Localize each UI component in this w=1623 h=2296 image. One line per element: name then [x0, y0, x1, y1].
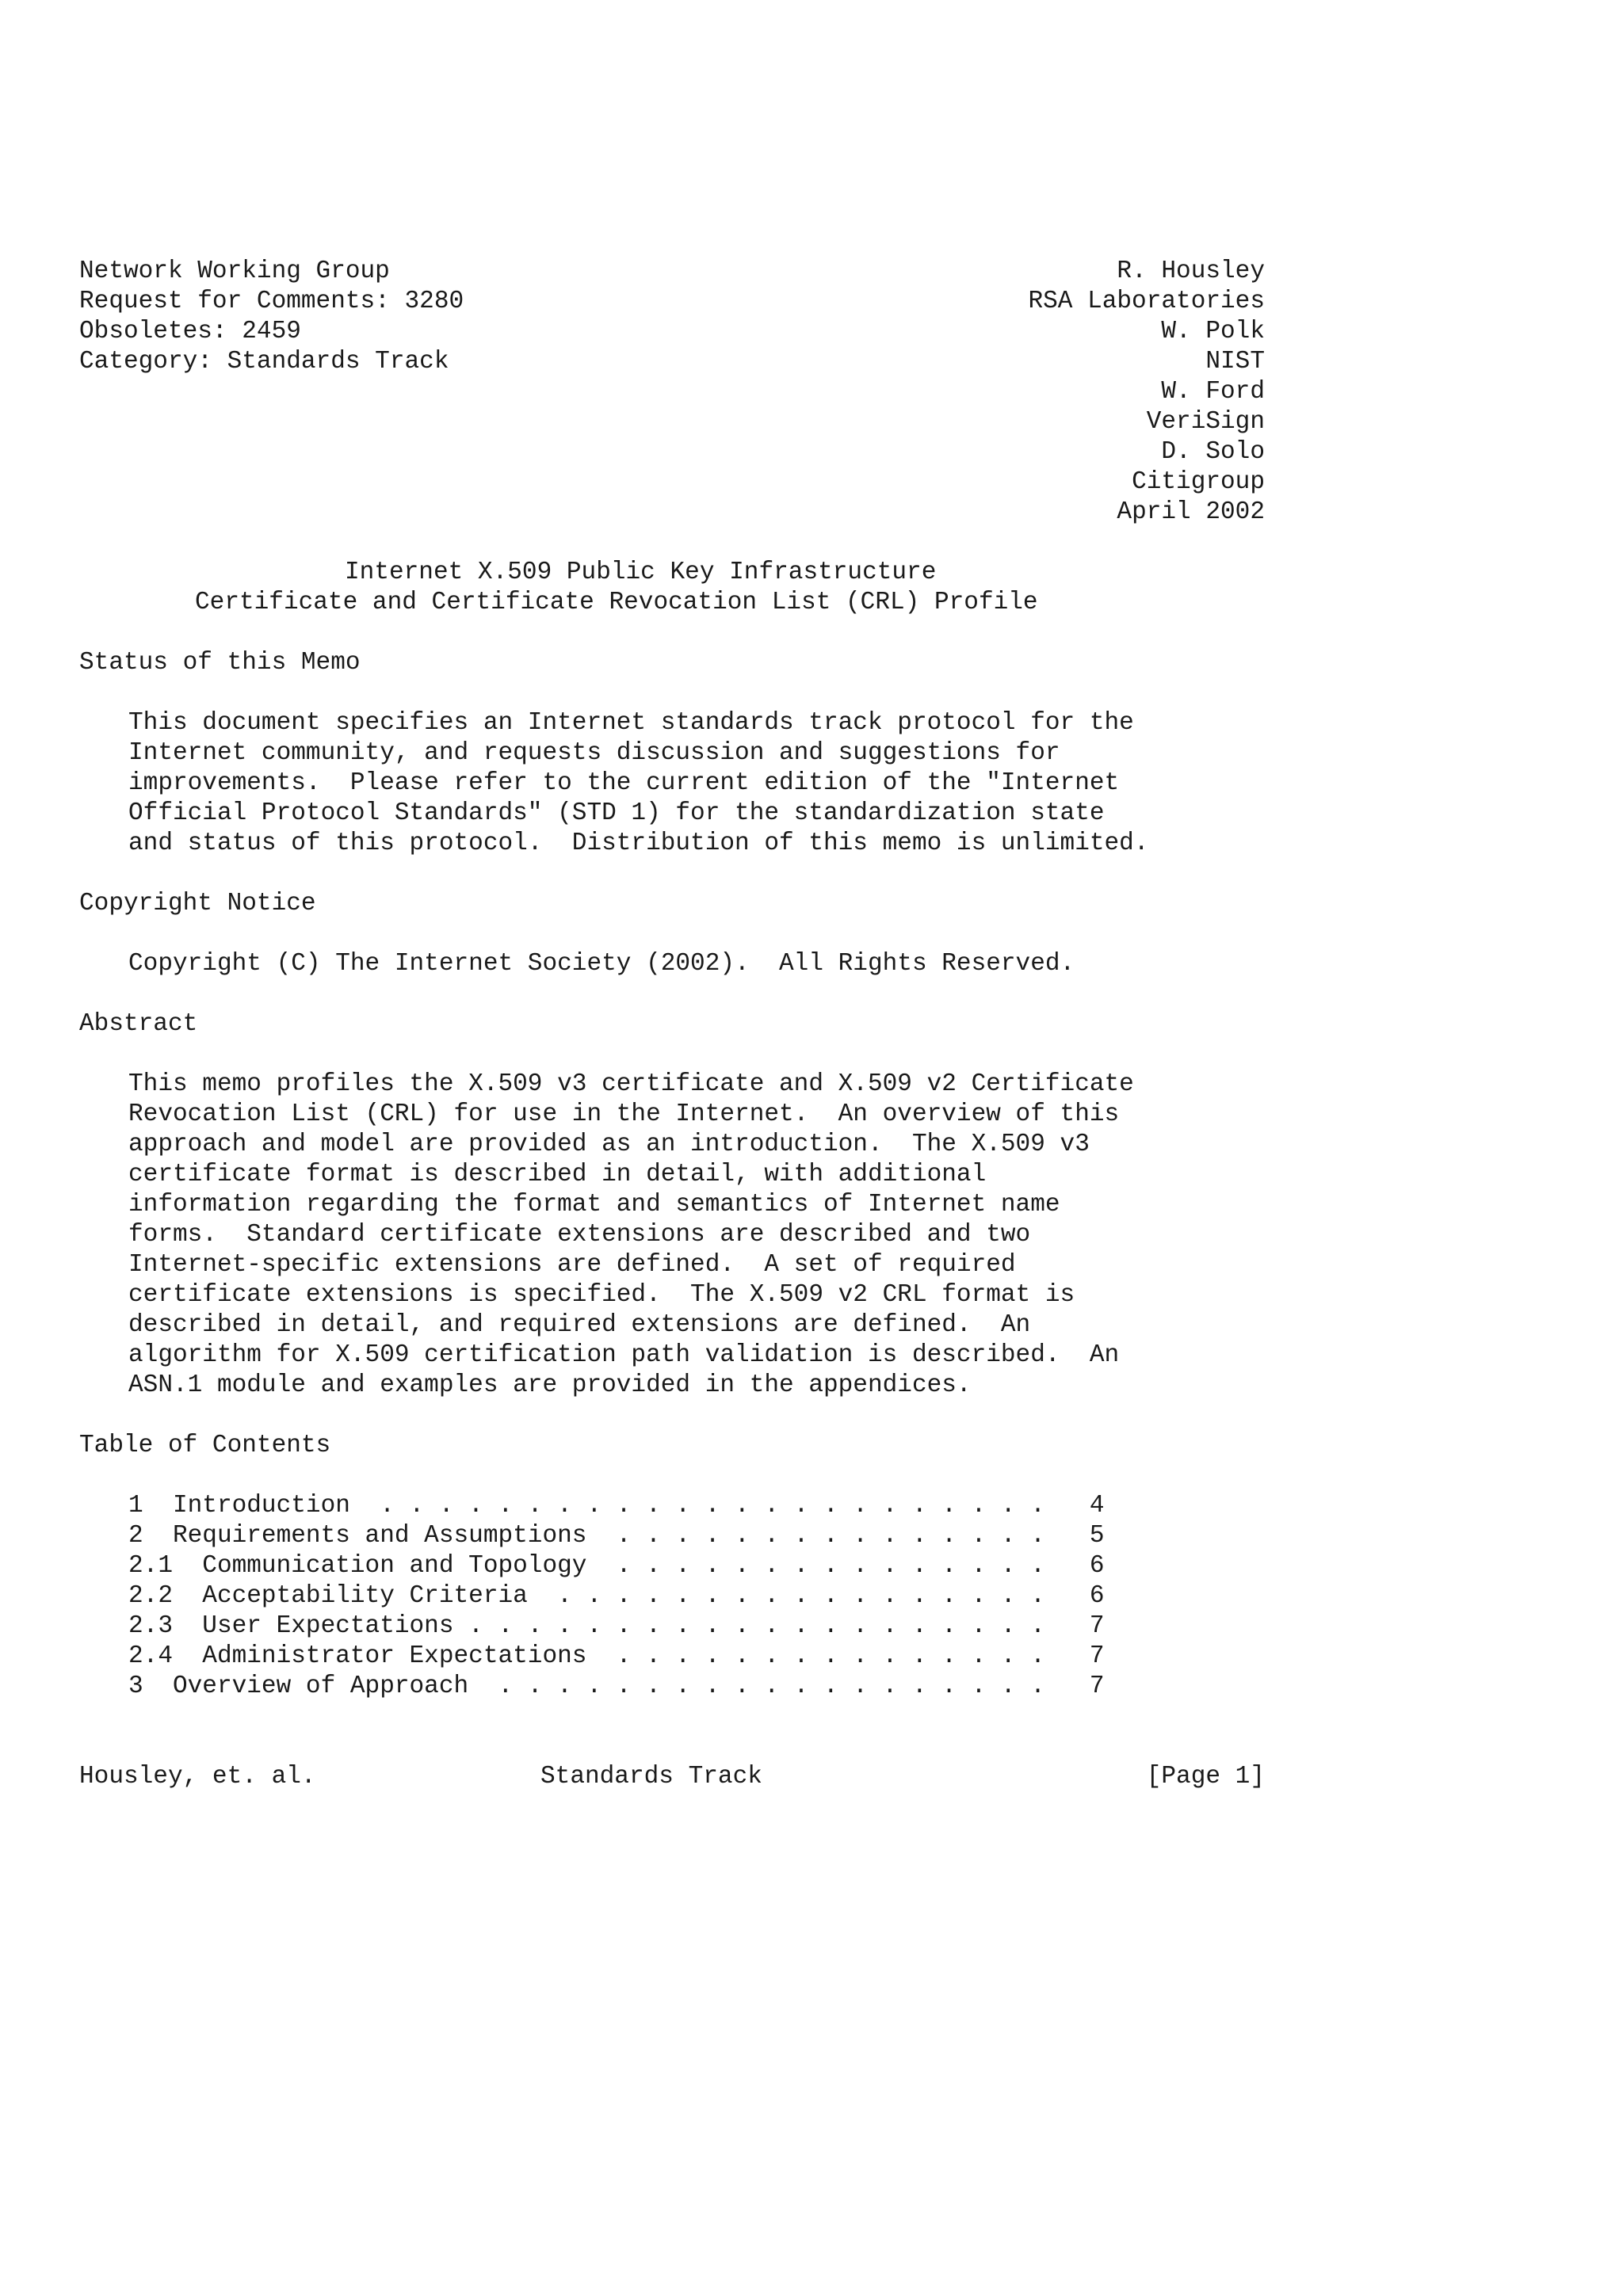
toc-entry-acceptability[interactable]: 2.2 Acceptability Criteria . . . . . . . . . . . . . . . . . 6	[128, 1582, 1105, 1610]
status-line: Official Protocol Standards" (STD 1) for the standardization state	[128, 799, 1105, 827]
title-line-1: Internet X.509 Public Key Infrastructure	[345, 559, 937, 586]
abstract-line: This memo profiles the X.509 v3 certificate and X.509 v2 Certificate	[128, 1070, 1134, 1098]
header-org-citigroup: Citigroup	[1132, 468, 1265, 496]
footer-category: Standards Track	[540, 1763, 762, 1791]
abstract-line: ASN.1 module and examples are provided in the appendices.	[128, 1371, 972, 1399]
rfc-header	[79, 257, 1347, 528]
abstract-line: described in detail, and required extensions are defined. An	[128, 1311, 1031, 1339]
abstract-line: algorithm for X.509 certification path validation is described. An	[128, 1341, 1120, 1369]
abstract-line: information regarding the format and semantics of Internet name	[128, 1191, 1060, 1219]
toc-list	[79, 1491, 1347, 1702]
header-row-4	[79, 347, 1265, 377]
status-line: and status of this protocol. Distribution of this memo is unlimited.	[128, 830, 1149, 857]
header-org-nist: NIST	[1205, 348, 1265, 376]
abstract-line: Internet-specific extensions are defined. A set of required	[128, 1251, 1016, 1279]
rfc-title	[79, 558, 1347, 618]
status-line: improvements. Please refer to the current edition of the "Internet	[128, 769, 1120, 797]
title-line-2: Certificate and Certificate Revocation List (CRL) Profile	[195, 589, 1038, 616]
header-row-1	[79, 257, 1265, 287]
header-working-group: Network Working Group	[79, 257, 390, 285]
abstract-line: certificate format is described in detail, with additional	[128, 1161, 987, 1188]
status-body	[79, 708, 1347, 859]
abstract-line: approach and model are provided as an introduction. The X.509 v3	[128, 1131, 1090, 1158]
abstract-body	[79, 1070, 1347, 1401]
footer-page-number: [Page 1]	[1146, 1763, 1265, 1791]
header-author-polk: W. Polk	[1161, 318, 1265, 345]
toc-heading: Table of Contents	[79, 1432, 331, 1459]
toc-entry-user-expectations[interactable]: 2.3 User Expectations . . . . . . . . . . . . . . . . . . . . 7	[128, 1612, 1105, 1640]
rfc-footer	[79, 1762, 1265, 1792]
header-obsoletes: Obsoletes: 2459	[79, 318, 301, 345]
toc-entry-overview[interactable]: 3 Overview of Approach . . . . . . . . . . . . . . . . . . . 7	[128, 1672, 1105, 1700]
copyright-text: Copyright (C) The Internet Society (2002). All Rights Reserved.	[128, 950, 1075, 978]
header-author-housley: R. Housley	[1117, 257, 1265, 285]
footer-authors: Housley, et. al.	[79, 1763, 316, 1791]
abstract-heading: Abstract	[79, 1010, 198, 1038]
header-org-verisign: VeriSign	[1146, 408, 1265, 436]
header-author-ford: W. Ford	[1161, 378, 1265, 406]
header-row-3	[79, 317, 1265, 347]
copyright-heading: Copyright Notice	[79, 890, 316, 917]
abstract-line: Revocation List (CRL) for use in the Internet. An overview of this	[128, 1100, 1120, 1128]
toc-entry-administrator-expectations[interactable]: 2.4 Administrator Expectations . . . . . . . . . . . . . . . 7	[128, 1642, 1105, 1670]
status-line: This document specifies an Internet standards track protocol for the	[128, 709, 1134, 737]
header-row-2	[79, 287, 1265, 317]
header-org-rsa: RSA Laboratories	[1028, 288, 1265, 315]
rfc-page	[79, 257, 1347, 1792]
toc-entry-requirements[interactable]: 2 Requirements and Assumptions . . . . . . . . . . . . . . . 5	[128, 1522, 1105, 1550]
header-author-solo: D. Solo	[1161, 438, 1265, 466]
abstract-line: certificate extensions is specified. The X.509 v2 CRL format is	[128, 1281, 1075, 1309]
status-heading: Status of this Memo	[79, 649, 361, 677]
toc-entry-introduction[interactable]: 1 Introduction . . . . . . . . . . . . . . . . . . . . . . . 4	[128, 1492, 1105, 1520]
toc-entry-communication[interactable]: 2.1 Communication and Topology . . . . . . . . . . . . . . . 6	[128, 1552, 1105, 1580]
header-category: Category: Standards Track	[79, 348, 449, 376]
status-line: Internet community, and requests discussion and suggestions for	[128, 739, 1060, 767]
header-date: April 2002	[1117, 498, 1265, 526]
abstract-line: forms. Standard certificate extensions are described and two	[128, 1221, 1031, 1249]
header-rfc-number: Request for Comments: 3280	[79, 288, 464, 315]
